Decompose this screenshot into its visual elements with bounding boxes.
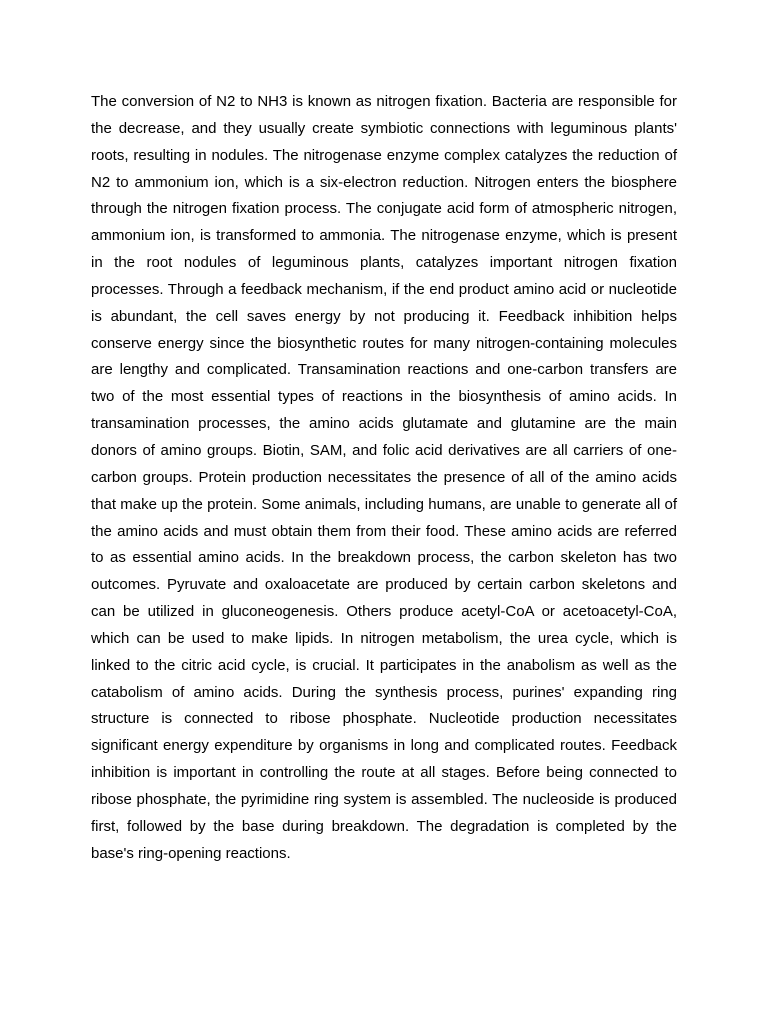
body-paragraph: The conversion of N2 to NH3 is known as nitrogen fixation. Bacteria are responsible for the decrease, and they usually create symbiotic connections with leguminous plants' roots, resulting in nodules. The nitrogenase enzyme complex catalyzes the reduction of N2 to ammonium ion, which is a six-electron reduction. Nitrogen enters the biosphere through the nitrogen fixation process. The conjugate acid form of atmospheric nitrogen, ammonium ion, is transformed to ammonia. The nitrogenase enzyme, which is present in the root nodules of leguminous plants, catalyzes important nitrogen fixation processes. Through a feedback mechanism, if the end product amino acid or nucleotide is abundant, the cell saves energy by not producing it. Feedback inhibition helps conserve energy since the biosynthetic routes for many nitrogen-containing molecules are lengthy and complicated. Transamination reactions and one-carbon transfers are two of the most essential types of reactions in the biosynthesis of amino acids. In transamination processes, the amino acids glutamate and glutamine are the main donors of amino groups. Biotin, SAM, and folic acid derivatives are all carriers of one-carbon groups. Protein production necessitates the presence of all of the amino acids that make up the protein. Some animals, including humans, are unable to generate all of the amino acids and must obtain them from their food. These amino acids are referred to as essential amino acids. In the breakdown process, the carbon skeleton has two outcomes. Pyruvate and oxaloacetate are produced by certain carbon skeletons and can be utilized in gluconeogenesis. Others produce acetyl-CoA or acetoacetyl-CoA, which can be used to make lipids. In nitrogen metabolism, the urea cycle, which is linked to the citric acid cycle, is crucial. It participates in the anabolism as well as the catabolism of amino acids. During the synthesis process, purines' expanding ring structure is connected to ribose phosphate. Nucleotide production necessitates significant energy expenditure by organisms in long and complicated routes. Feedback inhibition is important in controlling the route at all stages. Before being connected to ribose phosphate, the pyrimidine ring system is assembled. The nucleoside is produced first, followed by the base during breakdown. The degradation is completed by the base's ring-opening reactions.: [91, 93, 677, 862]
